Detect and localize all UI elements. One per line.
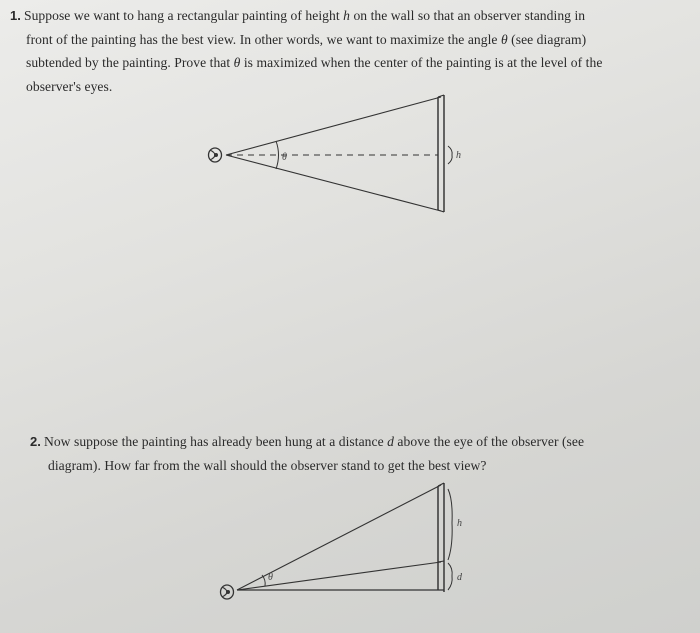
eye-icon [221, 585, 234, 599]
height-brace-2 [448, 489, 452, 560]
angle-label-1: θ [282, 152, 287, 163]
distance-brace [448, 563, 452, 590]
problem-1-number: 1. [10, 8, 21, 23]
height-label-2: h [457, 518, 462, 529]
problem-2-line-1: 2. Now suppose the painting has already been hung at a distance d above the eye of the observer (see [30, 434, 585, 449]
distance-label: d [457, 572, 462, 583]
problem-1-line-1: 1. Suppose we want to hang a rectangular painting of height h on the wall so that an observer standing in [10, 8, 586, 23]
painting-2 [438, 483, 444, 592]
problem-2-line-2: diagram). How far from the wall should the observer stand to get the best view? [48, 457, 487, 473]
problem-2-number: 2. [30, 434, 41, 449]
height-label-1: h [456, 150, 461, 161]
problem-1-line-3: subtended by the painting. Prove that θ is maximized when the center of the painting is at the level of the [26, 55, 603, 70]
problem-1-line-4: observer's eyes. [26, 78, 113, 94]
angle-label-2: θ [268, 572, 273, 583]
problem-1-line-2: front of the painting has the best view. In other words, we want to maximize the angle θ (see diagram) [26, 31, 587, 47]
